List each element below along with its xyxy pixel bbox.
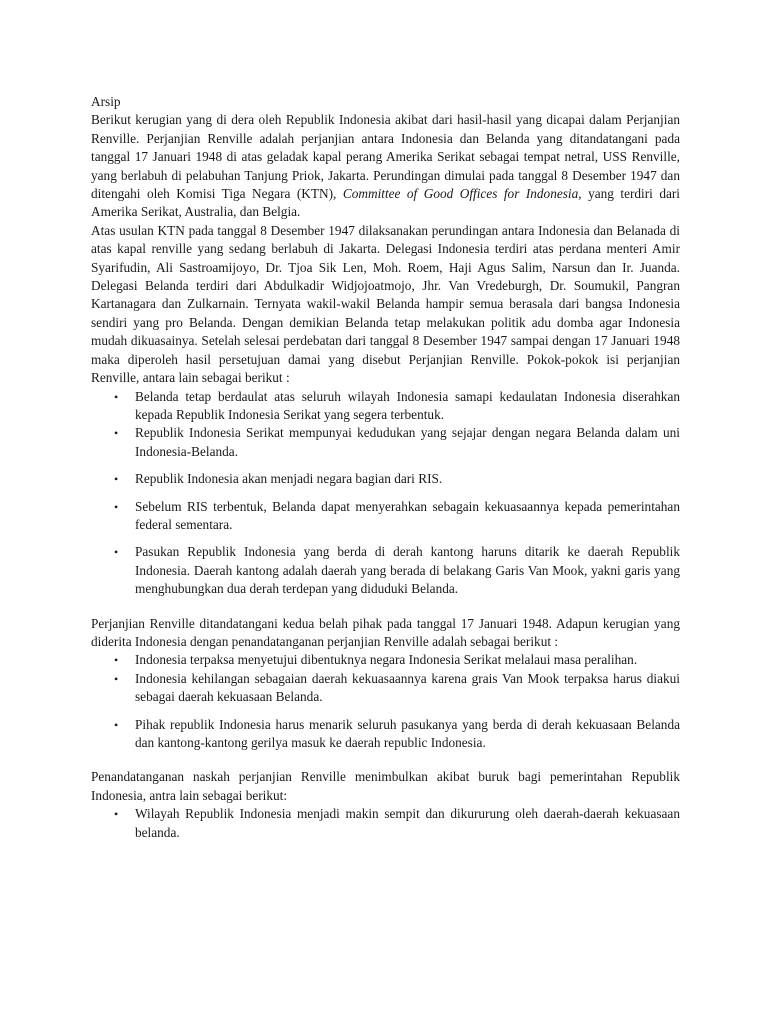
bullet-icon: • — [114, 653, 119, 668]
list-item — [91, 470, 680, 488]
paragraph-consequences: Penandatanganan naskah perjanjian Renville menimbulkan akibat buruk bagi pemerintahan Republik Indonesia, antra lain sebagai berikut: — [91, 769, 680, 803]
document-heading: Arsip — [91, 94, 121, 109]
list-item-text: Wilayah Republik Indonesia menjadi makin sempit dan dikururung oleh daerah-daerah kekuasaan belanda. — [135, 806, 680, 840]
list-item — [91, 805, 680, 842]
list-item — [91, 424, 680, 461]
list-item-text: Belanda tetap berdaulat atas seluruh wilayah Indonesia samapi kedaulatan Indonesia diserahkan kepada Republik Indonesia Serikat yang segera terbentuk. — [135, 388, 680, 422]
intro-text: Berikut kerugian yang di dera oleh Republik Indonesia akibat dari hasil-hasil yang dicapai dalam Perjanjian Renville. Perjanjian Renville adalah perjanjian antara Indonesia dan Belanda yang ditandatangani pada tanggal 17 Januari 1948 di atas geladak kapal perang Amerika Serikat sebagai tempat netral, USS Renville, yang berlabuh di pelabuhan Tanjung Priok, Jakarta. Perundingan dimulai pada tanggal 8 Desember 1947 dan ditengahi oleh Komisi Tiga Negara (KTN), — [91, 112, 680, 202]
list-item-text: Republik Indonesia akan menjadi negara bagian dari RIS. — [135, 471, 443, 487]
list-item — [91, 651, 680, 669]
intro-paragraph — [91, 111, 680, 221]
losses-list — [91, 651, 680, 752]
bullet-icon: • — [114, 671, 119, 686]
list-item-text: Republik Indonesia Serikat mempunyai kedudukan yang sejajar dengan negara Belanda dalam uni Indonesia-Belanda. — [135, 425, 680, 459]
list-item — [91, 498, 680, 535]
list-item-text: Indonesia terpaksa menyetujui dibentuknya negara Indonesia Serikat melalaui masa peralihan. — [135, 652, 638, 668]
list-item-text: Pihak republik Indonesia harus menarik seluruh pasukanya yang berda di derah kekuasaan Belanda dan kantong-kantong gerilya masuk ke daerah republic Indonesia. — [135, 716, 680, 750]
bullet-icon: • — [114, 545, 119, 560]
list-item — [91, 543, 680, 598]
bullet-icon: • — [114, 807, 119, 822]
list-item-text: Sebelum RIS terbentuk, Belanda dapat menyerahkan sebagain kekuasaannya kepada pemerintahan federal sementara. — [135, 498, 680, 532]
list-item-text: Pasukan Republik Indonesia yang berda di derah kantong haruns ditarik ke daerah Republik Indonesia. Daerah kantong adalah daerah yang berada di belakang Garis Van Mook, yakni garis yang menghubungkan dua derah terdepan yang diduduki Belanda. — [135, 544, 680, 597]
bullet-icon: • — [114, 717, 119, 732]
intro-text-end: , yang terdiri dari Amerika Serikat, Australia, dan Belgia. — [91, 186, 680, 220]
list-item — [91, 388, 680, 425]
list-item-text: Indonesia kehilangan sebagaian daerah kekuasaannya karena grais Van Mook terpaksa harus diakui sebagai daerah kekuasaan Belanda. — [135, 670, 680, 705]
document-body — [91, 93, 680, 842]
bullet-icon: • — [114, 472, 119, 487]
consequences-list — [91, 805, 680, 842]
bullet-icon: • — [114, 389, 119, 404]
paragraph-losses: Perjanjian Renville ditandatangani kedua belah pihak pada tanggal 17 Januari 1948. Adapun kerugian yang diderita Indonesia dengan penandatanganan perjanjian Renville adalah sebagai berikut : — [91, 615, 680, 649]
list-item — [91, 716, 680, 753]
paragraph-delegations: Atas usulan KTN pada tanggal 8 Desember 1947 dilaksanakan perundingan antara Indonesia dan Belanada di atas kapal renville yang sedang berlabuh di Jakarta. Delegasi Indonesia terdiri atas perdana menteri Amir Syarifudin, Ali Sastroamijoyo, Dr. Tjoa Sik Len, Moh. Roem, Haji Agus Salim, Narsun dan Ir. Juanda. Delegasi Belanda terdiri dari Abdulkadir Widjojoatmojo, Jhr. Van Vredeburgh, Dr. Soumukil, Pangran Kartanagara dan Zulkarnain. Ternyata wakil-wakil Belanda hampir semua berasala dari bangsa Indonesia sendiri yang pro Belanda. Dengan demikian Belanda tetap melakukan politik adu domba agar Indonesia mudah dikuasainya. Setelah selesai perdebatan dari tanggal 8 Desember 1947 sampai dengan 17 Januari 1948 maka diperoleh hasil persetujuan damai yang disebut Perjanjian Renville. Pokok-pokok isi perjanjian Renville, antara lain sebagai berikut : — [91, 222, 680, 386]
renville-points-list — [91, 388, 680, 599]
bullet-icon: • — [114, 499, 119, 514]
list-item — [91, 670, 680, 707]
bullet-icon: • — [114, 426, 119, 441]
intro-italic-text: Committee of Good Offices for Indonesia — [342, 186, 579, 202]
